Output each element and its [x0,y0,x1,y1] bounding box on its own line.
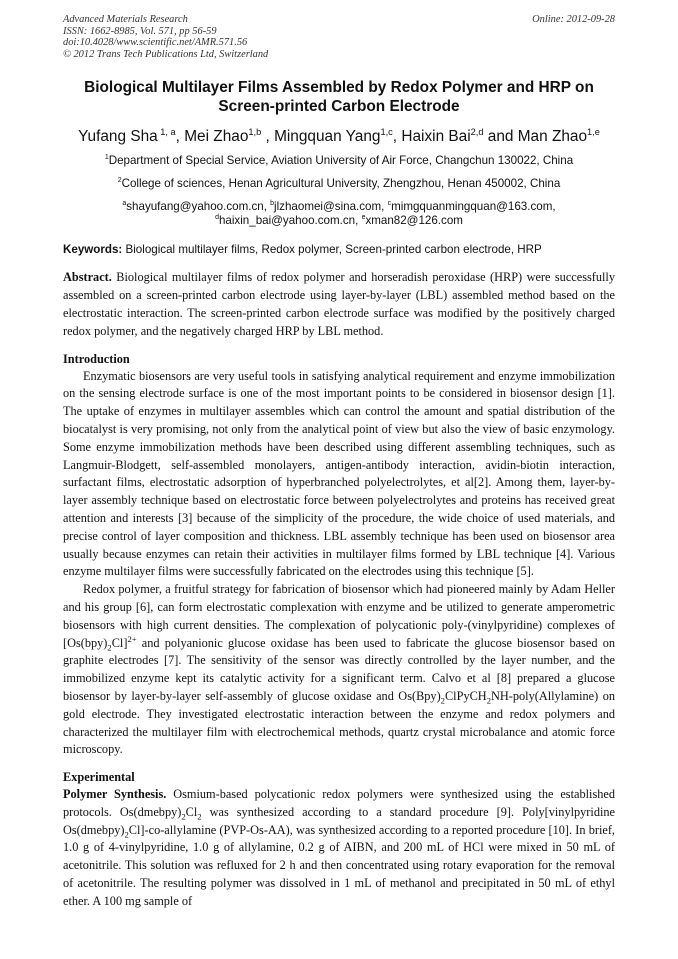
superscript: 2+ [127,633,137,644]
affiliation-text: Department of Special Service, Aviation University of Air Force, Changchun 130022, China [108,154,574,168]
subscript: 2 [486,695,491,706]
paragraph-text: Cl]-co-allylamine (PVP-Os-AA), was synthesized according to a reported procedure [10]. In brief, 1.0 g of 4-vinylpyridine, 1.0 g of allylamine, 0.2 g of AIBN, and 200 mL of HCl were mixed in 50 mL of acetonitrile. This solution was refluxed for 2 h and then concentrated using rotary evaporation for the removal of acetonitrile. The resulting polymer was dissolved in 1 mL of methanol and precipitated in 50 mL of ethyl ether. A 100 mg sample of [63,822,615,908]
abstract-text: Biological multilayer films of redox polymer and horseradish peroxidase (HRP) were successfully assembled on a screen-printed carbon electrode using layer-by-layer (LBL) assembled method based on the electrostatic interaction. The screen-printed carbon electrode surface was modified by the positively charged redox polymer, and the negatively charged HRP by LBL method. [63,270,615,338]
paragraph-label: Polymer Synthesis. [63,787,167,802]
doi-line: doi:10.4028/www.scientific.net/AMR.571.56 [63,37,248,49]
author-affiliation-mark: 1,e [587,127,600,138]
paragraph-text: Enzymatic biosensors are very useful tools in satisfying analytical requirement and enzyme immobilization on the sensing electrode surface is one of the most important points to be considered in biosensor design [1]. The uptake of enzymes in multilayer assembles which can control the amount and spatial distribution of the biocatalyst is very promising, not only from the analytical point of view but also the view of basic enzymology. Some enzyme immobilization methods have been described using different assembling techniques, such as Langmuir-Blodgett, self-assembled monolayers, antigen-antibody interaction, avidin-biotin interaction, surfactant films, electrostatic adsorption of hyperbranched polyelectrolytes, et al[2]. Among them, layer-by-layer assembly technique based on electrostatic force between polyelectrolytes and proteins has received great attention and interests [3] because of the simplicity of the procedure, the wide choice of used materials, and precise control of layer composition and thickness. LBL assembly technique has been used on biosensor area usually because enzymes can retain their activities in multilayer films formed by LBL technique [4]. Various enzyme multilayer films were successfully fabricated on the electrodes using this technique [5]. [63,368,615,579]
email-address: shayufang@yahoo.com.cn, [126,200,271,214]
introduction-paragraph [63,581,615,759]
introduction-paragraph [63,368,615,582]
email-address: xman82@126.com [365,214,463,228]
subscript: 2 [124,829,129,840]
author-affiliation-mark: 1,b [248,127,262,138]
author-separator: , [261,128,275,146]
email-mark: e [361,214,366,222]
paragraph-text: was synthesized according to a standard procedure [9]. Poly[vinylpyridine Os(dmebpy) [63,804,615,837]
subscript: 2 [181,811,186,822]
author-affiliation-mark: 1,c [380,127,393,138]
keywords-text: Biological multilayer films, Redox polymer, Screen-printed carbon electrode, HRP [122,243,542,257]
paragraph-text: Redox polymer, a fruitful strategy for fabrication of biosensor which had pioneered mainly by Adam Heller and his group [6], can form electrostatic complexation with enzyme and be utilized to generate amperometric biosensors with high current densities. The complexation of polycationic poly-(vinylpyridine) complexes of [Os(bpy) [63,582,615,650]
email-line [63,214,615,228]
subscript: 2 [197,811,202,822]
author-name: Mingquan Yang [274,128,381,146]
paragraph-text: and polyanionic glucose oxidase has been used to fabricate the glucose biosensor based on graphite electrodes [7]. The sensitivity of the sensor was directly controlled by the layer number, and the immobilized enzyme kept its catalytic activity for a significant term. Calvo et al [8] prepared a glucose biosensor by layer-by-layer self-assembly of glucose oxidase and Os(Bpy) [63,635,615,703]
email-mark: d [215,214,219,222]
experimental-paragraph [63,786,615,911]
email-line [63,200,615,214]
email-mark: b [270,200,275,208]
abstract-label: Abstract. [63,270,112,285]
email-mark: a [122,200,127,208]
journal-header [63,14,615,60]
author-name: Man Zhao [517,128,588,146]
author-separator: and [483,128,518,146]
author-separator: , [392,128,402,146]
affiliation-mark: 1 [104,154,109,162]
author-name: Haixin Bai [401,128,471,146]
subscript: 2 [440,695,445,706]
affiliation-text: College of sciences, Henan Agricultural University, Zhengzhou, Henan 450002, China [121,177,561,191]
author-name: Mei Zhao [184,128,249,146]
issn-line: ISSN: 1662-8985, Vol. 571, pp 56-59 [63,25,217,37]
email-list [63,200,615,228]
subscript: 2 [107,641,112,652]
copyright-line: © 2012 Trans Tech Publications Ltd, Switzerland [63,48,269,60]
email-address: mimgquanmingquan@163.com, [391,200,556,214]
author-affiliation-mark: 1, a [157,127,176,138]
paragraph-text: Osmium-based polycationic redox polymers were synthesized using the established protocols. Os(dmebpy) [63,787,615,819]
journal-name: Advanced Materials Research [63,14,188,25]
paper-title: Biological Multilayer Films Assembled by Redox Polymer and HRP on Screen-printed Carbon Electrode [84,79,594,116]
affiliation [63,177,615,191]
affiliation-mark: 2 [117,177,122,185]
email-address: haixin_bai@yahoo.com.cn, [218,214,362,228]
online-date: Online: 2012-09-28 [532,14,615,25]
author-list [63,127,615,146]
paragraph-text: Cl [185,804,198,819]
paragraph-text: ClPyCH [444,688,487,703]
email-address: jlzhaomei@sina.com, [274,200,388,214]
author-separator: , [175,128,185,146]
paragraph-text: Cl] [111,635,128,650]
section-heading-introduction: Introduction [63,351,130,366]
paper-page [63,14,615,911]
email-mark: c [387,200,392,208]
abstract [63,269,615,340]
affiliation [63,154,615,168]
section-heading-experimental: Experimental [63,770,135,785]
keywords-label: Keywords: [63,243,123,257]
paragraph-text: NH-poly(Allylamine) on gold electrode. They investigated electrostatic interaction between the enzyme and redox polymers and characterized the multilayer film with electrochemical methods, quartz crystal microbalance and atomic force microscopy. [63,688,615,757]
author-affiliation-mark: 2,d [470,127,484,138]
author-name: Yufang Sha [78,128,158,146]
keywords [63,243,615,257]
